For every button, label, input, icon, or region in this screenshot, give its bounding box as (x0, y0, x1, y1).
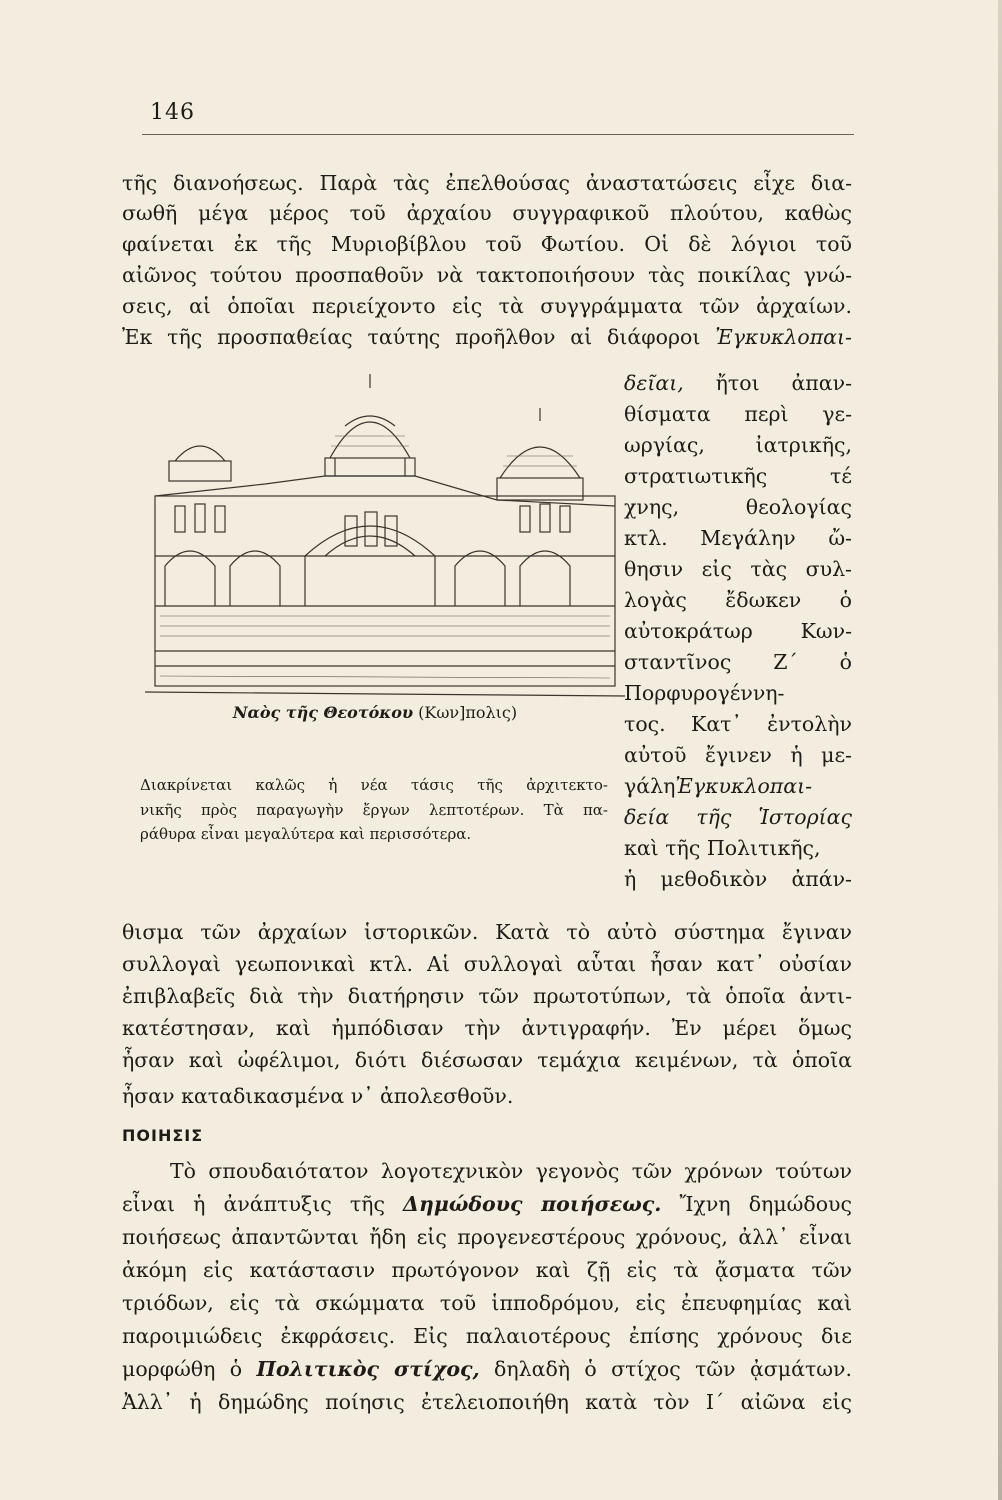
text-span: μορφώθη ὁ (122, 1357, 257, 1381)
italic-term: Ἱστορίας (758, 805, 852, 829)
text-line: αἰῶνος τούτου προσπαθοῦν νὰ τακτοποιήσουν τὰς ποικίλας γνώ- (122, 263, 852, 287)
text-line: ἦσαν καταδικασμένα ν᾽ ἀπολεσθοῦν. (122, 1084, 514, 1108)
text-line: κατέστησαν, καὶ ἠμπόδισαν τὴν ἀντιγραφήν. Ἐν μέρει ὅμως (122, 1016, 852, 1040)
figure-caption-line: Διακρίνεται καλῶς ἡ νέα τάσις τῆς ἀρχιτεκτο- (140, 776, 608, 794)
side-line: αὐτοῦ ἔγινεν ἡ με- (624, 743, 852, 767)
side-line: χνης, θεολογίας (624, 495, 852, 519)
text-line: συλλογαὶ γεωπονικαὶ κτλ. Αἱ συλλογαὶ αὗται ἦσαν κατ᾽ οὐσίαν (122, 952, 852, 976)
side-line: ἡ μεθοδικὸν ἀπάν- (624, 867, 852, 891)
text-span: Ἐκ τῆς προσπαθείας ταύτης προῆλθον αἱ διάφοροι (122, 325, 716, 349)
bold-term: Δημώδους ποιήσεως. (403, 1192, 662, 1216)
text-line: Ἀλλ᾽ ἡ δημώδης ποίησις ἐτελειοποιήθη κατὰ τὸν Ι΄ αἰῶνα εἰς (122, 1390, 852, 1414)
page-number: 146 (150, 100, 195, 125)
figure-caption-title (150, 703, 600, 722)
side-line: λογὰς ἔδωκεν ὁ (624, 588, 852, 612)
figure-caption-line: ράθυρα εἶναι μεγαλύτερα καὶ περισσότερα. (140, 825, 472, 843)
side-line: θησιν εἰς τὰς συλ- (624, 557, 852, 581)
side-line: καὶ τῆς Πολιτικῆς, (624, 836, 821, 860)
side-line: Πορφυρογέννη- (624, 681, 785, 705)
text-line: ἐπιβλαβεῖς διὰ τὴν διατήρησιν τῶν πρωτοτύπων, τὰ ὁποῖα ἀντι- (122, 984, 852, 1008)
text-line: Τὸ σπουδαιότατον λογοτεχνικὸν γεγονὸς τῶν χρόνων τούτων (170, 1159, 852, 1183)
text-line: φαίνεται ἐκ τῆς Μυριοβίβλου τοῦ Φωτίου. Οἱ δὲ λόγιοι τοῦ (122, 232, 852, 256)
text-line (122, 1354, 852, 1384)
figure-caption-line: νικῆς πρὸς παραγωγὴν ἔργων λεπτοτέρων. Τὰ πα- (140, 801, 608, 819)
text-line: ἀκόμη εἰς κατάστασιν πρωτόγονον καὶ ζῇ εἰς τὰ ᾄσματα τῶν (122, 1258, 852, 1282)
bold-term: Πολιτικὸς στίχος, (256, 1357, 480, 1381)
side-line: θίσματα περὶ γε- (624, 402, 852, 426)
italic-term: Ἐγκυκλοπαι- (715, 325, 852, 349)
side-line: κτλ. Μεγάλην ὤ- (624, 526, 852, 550)
text-line: σωθῆ μέγα μέρος τοῦ ἀρχαίου συγγραφικοῦ πλούτου, καθὼς (122, 201, 852, 225)
italic-term: Ἐγκυκλοπαι- (675, 774, 813, 798)
text-line (122, 322, 852, 352)
side-line: ωργίας, ἰατρικῆς, (624, 433, 852, 457)
text-span: εἶναι ἡ ἀνάπτυξις τῆς (122, 1192, 404, 1216)
text-line: τῆς διανοήσεως. Παρὰ τὰς ἐπελθούσας ἀναστατώσεις εἶχε δια- (122, 171, 852, 195)
text-line: ἦσαν καὶ ὠφέλιμοι, διότι διέσωσαν τεμάχια κειμένων, τὰ ὁποῖα (122, 1048, 852, 1072)
side-line: στρατιωτικῆς τέ (624, 464, 852, 488)
caption-italic: Ναὸς τῆς Θεοτόκου (232, 703, 414, 722)
text-span: γάλη (624, 774, 676, 798)
text-line: σεις, αἱ ὁποῖαι περιείχοντο εἰς τὰ συγγράμματα τῶν ἀρχαίων. (122, 294, 852, 318)
text-span: Ἴχνη δημώδους (661, 1192, 852, 1216)
side-line: τος. Κατ᾽ ἐντολὴν (624, 712, 852, 736)
side-line (624, 368, 852, 398)
text-line: παροιμιώδεις ἐκφράσεις. Εἰς παλαιοτέρους ἐπίσης χρόνους διε (122, 1324, 852, 1348)
side-line (624, 802, 852, 832)
caption-rest: (Κων]πολις) (413, 703, 518, 722)
header-rule (142, 134, 854, 135)
side-line: αὐτοκράτωρ Κων- (624, 619, 852, 643)
italic-term: δεῖαι, (624, 371, 684, 395)
text-line: τριόδων, εἰς τὰ σκώμματα τοῦ ἱπποδρόμου, εἰς ἐπευφημίας καὶ (122, 1291, 852, 1315)
section-heading: ΠΟΙΗΣΙΣ (122, 1126, 204, 1145)
text-span: ἤτοι ἀπαν- (683, 371, 852, 395)
text-line: ποιήσεως ἀπαντῶνται ἤδη εἰς προγενεστέρους χρόνους, ἀλλ᾽ εἶναι (122, 1225, 852, 1249)
italic-term: δεία τῆς (624, 805, 732, 829)
side-line: σταντῖνος Ζ΄ ὁ (624, 650, 852, 674)
text-line: θισμα τῶν ἀρχαίων ἱστορικῶν. Κατὰ τὸ αὐτὸ σύστημα ἔγιναν (122, 920, 852, 944)
church-illustration (145, 366, 625, 706)
side-line (624, 771, 852, 801)
text-span: δηλαδὴ ὁ στίχος τῶν ᾀσμάτων. (479, 1357, 852, 1381)
text-line (122, 1189, 852, 1219)
page-edge-shadow (998, 0, 1002, 1500)
